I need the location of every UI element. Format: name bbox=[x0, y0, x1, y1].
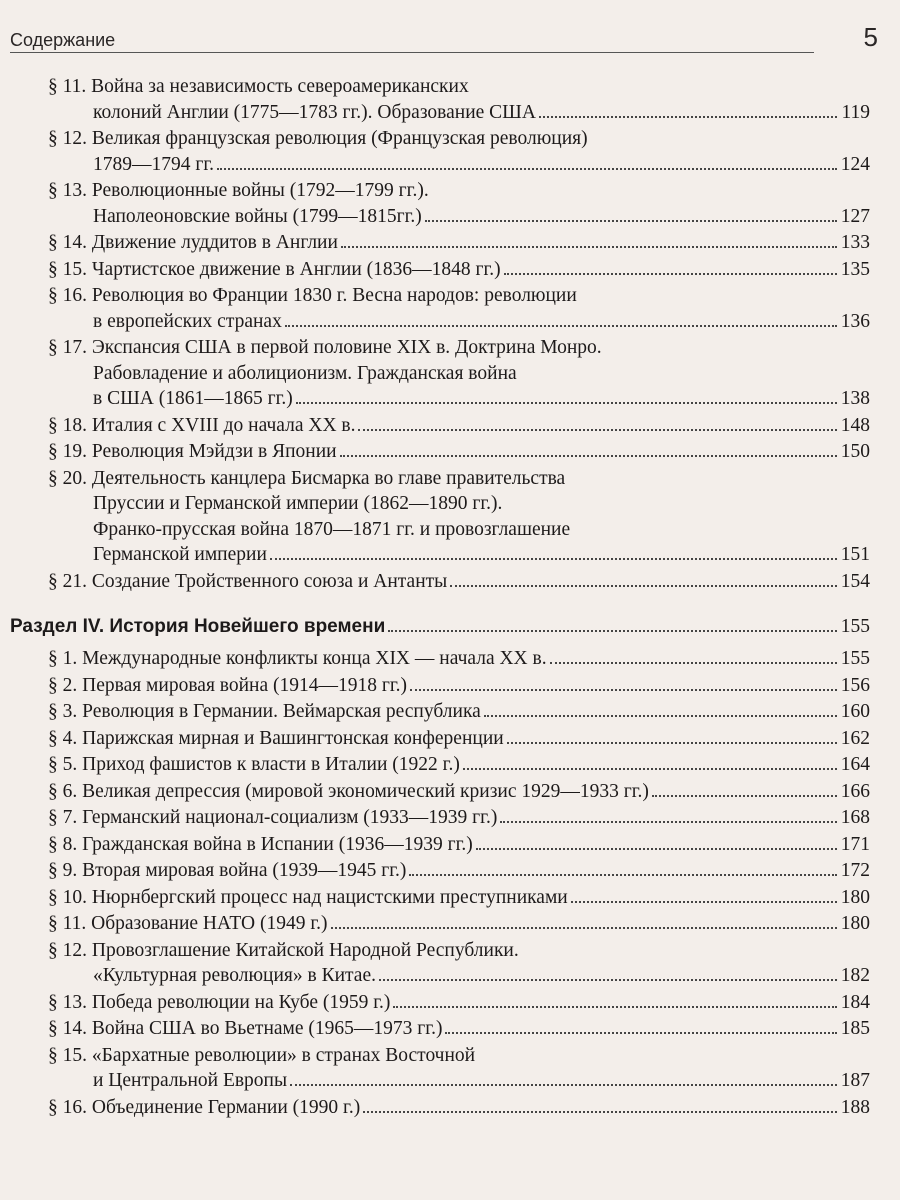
toc-entry-page: 127 bbox=[840, 205, 870, 227]
table-of-contents bbox=[10, 74, 870, 1121]
dot-leader bbox=[571, 901, 837, 903]
toc-entry-page: 151 bbox=[840, 544, 870, 565]
dot-leader bbox=[500, 821, 837, 823]
toc-entry-text: § 6. Великая депрессия (мировой экономический кризис 1929—1933 гг.) bbox=[48, 780, 649, 802]
toc-entry-page: 154 bbox=[840, 570, 870, 592]
toc-entry-line bbox=[48, 938, 870, 964]
toc-entry[interactable] bbox=[48, 885, 870, 911]
toc-entry-page: 138 bbox=[840, 388, 870, 409]
toc-entry-line bbox=[48, 386, 870, 412]
toc-entry-page: 156 bbox=[840, 674, 870, 696]
toc-entry-line bbox=[48, 673, 870, 699]
toc-entry-page: 160 bbox=[840, 701, 870, 722]
toc-entry[interactable] bbox=[48, 1016, 870, 1042]
toc-entry[interactable] bbox=[48, 699, 870, 725]
toc-entry[interactable] bbox=[48, 726, 870, 752]
toc-entry-text: Рабовладение и аболиционизм. Гражданская война bbox=[93, 362, 517, 384]
dot-leader bbox=[445, 1032, 837, 1034]
toc-entry-text: Германской империи bbox=[93, 544, 267, 565]
toc-entry[interactable] bbox=[48, 1043, 870, 1094]
toc-entry[interactable] bbox=[48, 126, 870, 177]
dot-leader bbox=[550, 662, 837, 664]
toc-entry-text: § 15. Чартистское движение в Англии (1836—1848 гг.) bbox=[48, 258, 501, 280]
dot-leader bbox=[331, 927, 837, 929]
toc-entry-line bbox=[48, 805, 870, 831]
toc-entry[interactable] bbox=[48, 178, 870, 229]
toc-entry-page: 155 bbox=[840, 648, 870, 669]
toc-list-part-b bbox=[48, 646, 870, 1120]
toc-list-part-a bbox=[48, 74, 870, 594]
toc-entry-line bbox=[48, 491, 870, 517]
toc-entry-text: в европейских странах bbox=[93, 310, 282, 332]
dot-leader bbox=[476, 848, 837, 850]
section-page: 155 bbox=[840, 616, 870, 637]
toc-entry-page: 162 bbox=[840, 727, 870, 749]
dot-leader bbox=[290, 1084, 837, 1086]
toc-entry[interactable] bbox=[48, 990, 870, 1016]
toc-entry-text: § 18. Италия с XVIII до начала XX в. bbox=[48, 414, 356, 436]
toc-entry-text: «Культурная революция» в Китае. bbox=[93, 965, 376, 986]
toc-entry-text: § 10. Нюрнбергский процесс над нацистскими преступниками bbox=[48, 886, 568, 908]
toc-entry-line bbox=[48, 990, 870, 1016]
toc-entry-text: § 1. Международные конфликты конца XIX — начала XX в. bbox=[48, 648, 547, 669]
toc-entry-line bbox=[48, 699, 870, 725]
dot-leader bbox=[410, 689, 837, 691]
dot-leader bbox=[425, 220, 837, 222]
toc-entry-page: 187 bbox=[840, 1070, 870, 1091]
toc-entry-page: 188 bbox=[840, 1096, 870, 1118]
toc-entry-text: § 13. Победа революции на Кубе (1959 г.) bbox=[48, 991, 391, 1013]
toc-entry[interactable] bbox=[48, 646, 870, 672]
toc-entry[interactable] bbox=[48, 832, 870, 858]
toc-entry-text: в США (1861—1865 гг.) bbox=[93, 388, 293, 409]
toc-entry-page: 182 bbox=[840, 965, 870, 986]
toc-entry-text: 1789—1794 гг. bbox=[93, 153, 215, 175]
toc-entry-line bbox=[48, 126, 870, 152]
dot-leader bbox=[652, 795, 837, 797]
dot-leader bbox=[507, 742, 837, 744]
toc-entry-text: § 12. Великая французская революция (Французская революция) bbox=[48, 128, 588, 149]
toc-entry-line bbox=[48, 779, 870, 805]
toc-entry-line bbox=[48, 569, 870, 595]
header-title: Содержание bbox=[10, 30, 116, 50]
toc-entry-text: § 21. Создание Тройственного союза и Антанты bbox=[48, 570, 448, 592]
toc-entry-line bbox=[48, 752, 870, 778]
toc-entry-text: § 14. Война США во Вьетнаме (1965—1973 гг.) bbox=[48, 1018, 443, 1039]
toc-entry-text: колоний Англии (1775—1783 гг.). Образование США bbox=[93, 101, 536, 123]
dot-leader bbox=[285, 325, 837, 327]
toc-entry-line bbox=[48, 1016, 870, 1042]
toc-entry-text: § 7. Германский национал-социализм (1933—1939 гг.) bbox=[48, 807, 498, 828]
dot-leader bbox=[504, 273, 837, 275]
toc-entry-text: § 14. Движение луддитов в Англии bbox=[48, 232, 338, 253]
toc-entry-line bbox=[48, 726, 870, 752]
dot-leader bbox=[388, 630, 837, 632]
toc-entry-page: 166 bbox=[840, 780, 870, 802]
toc-entry-line bbox=[48, 885, 870, 911]
toc-entry-line bbox=[48, 361, 870, 387]
toc-entry[interactable] bbox=[48, 858, 870, 884]
toc-entry-line bbox=[48, 542, 870, 568]
toc-entry-page: 180 bbox=[840, 886, 870, 908]
toc-entry-text: § 4. Парижская мирная и Вашингтонская конференции bbox=[48, 727, 504, 749]
toc-entry-line bbox=[48, 517, 870, 543]
toc-entry[interactable] bbox=[48, 257, 870, 283]
toc-entry-page: 180 bbox=[840, 913, 870, 934]
toc-entry-line bbox=[48, 283, 870, 309]
toc-entry-line bbox=[48, 152, 870, 178]
toc-entry[interactable] bbox=[48, 413, 870, 439]
toc-entry-text: § 16. Объединение Германии (1990 г.) bbox=[48, 1096, 361, 1118]
toc-entry-text: § 11. Образование НАТО (1949 г.) bbox=[48, 913, 328, 934]
toc-entry-line bbox=[48, 1068, 870, 1094]
toc-entry-line bbox=[48, 858, 870, 884]
toc-entry[interactable] bbox=[48, 673, 870, 699]
toc-entry[interactable] bbox=[48, 938, 870, 989]
toc-entry-text: Франко-прусская война 1870—1871 гг. и провозглашение bbox=[93, 518, 571, 540]
toc-entry-line bbox=[48, 466, 870, 492]
toc-entry-text: § 16. Революция во Франции 1830 г. Весна народов: революции bbox=[48, 285, 577, 306]
toc-entry-page: 171 bbox=[840, 833, 870, 855]
toc-entry-line bbox=[48, 178, 870, 204]
toc-entry-line bbox=[48, 74, 870, 100]
toc-entry-line bbox=[48, 204, 870, 230]
toc-entry-text: § 3. Революция в Германии. Веймарская республика bbox=[48, 701, 481, 722]
toc-entry-line bbox=[48, 646, 870, 672]
running-header bbox=[10, 22, 878, 54]
dot-leader bbox=[539, 116, 837, 118]
section-heading[interactable] bbox=[10, 616, 870, 638]
dot-leader bbox=[463, 768, 837, 770]
toc-entry-page: 172 bbox=[840, 860, 870, 881]
toc-entry-page: 164 bbox=[840, 754, 870, 775]
toc-entry-text: § 8. Гражданская война в Испании (1936—1939 гг.) bbox=[48, 833, 473, 855]
toc-entry[interactable] bbox=[48, 752, 870, 778]
toc-entry-line bbox=[48, 335, 870, 361]
toc-entry-line bbox=[48, 1043, 870, 1069]
dot-leader bbox=[296, 402, 837, 404]
toc-entry-text: § 5. Приход фашистов к власти в Италии (1922 г.) bbox=[48, 754, 460, 775]
toc-entry-line bbox=[48, 911, 870, 937]
dot-leader bbox=[358, 429, 837, 431]
toc-entry-text: § 13. Революционные войны (1792—1799 гг.). bbox=[48, 180, 429, 201]
dot-leader bbox=[340, 455, 837, 457]
toc-entry-page: 148 bbox=[840, 414, 870, 436]
toc-entry[interactable] bbox=[48, 230, 870, 256]
toc-entry-line bbox=[48, 832, 870, 858]
toc-entry-text: Пруссии и Германской империи (1862—1890 гг.). bbox=[93, 493, 503, 514]
toc-entry-text: § 20. Деятельность канцлера Бисмарка во главе правительства bbox=[48, 467, 566, 489]
toc-entry[interactable] bbox=[48, 74, 870, 125]
toc-entry-line bbox=[48, 963, 870, 989]
toc-entry-page: 119 bbox=[841, 101, 870, 123]
toc-entry-line bbox=[48, 100, 870, 126]
toc-entry-text: и Центральной Европы bbox=[93, 1070, 288, 1091]
toc-entry[interactable] bbox=[48, 805, 870, 831]
dot-leader bbox=[379, 979, 837, 981]
dot-leader bbox=[484, 715, 837, 717]
dot-leader bbox=[450, 585, 837, 587]
dot-leader bbox=[393, 1006, 837, 1008]
toc-entry-page: 135 bbox=[840, 258, 870, 280]
toc-entry-line bbox=[48, 439, 870, 465]
toc-entry-page: 136 bbox=[840, 310, 870, 332]
dot-leader bbox=[409, 874, 837, 876]
toc-entry[interactable] bbox=[48, 283, 870, 334]
dot-leader bbox=[341, 246, 837, 248]
toc-entry-line bbox=[48, 1095, 870, 1121]
toc-entry-line bbox=[48, 257, 870, 283]
page-number: 5 bbox=[863, 22, 878, 52]
toc-entry-line bbox=[48, 309, 870, 335]
toc-entry-page: 168 bbox=[840, 807, 870, 828]
toc-entry-page: 150 bbox=[840, 441, 870, 462]
toc-entry-page: 133 bbox=[840, 232, 870, 253]
toc-entry-page: 184 bbox=[840, 991, 870, 1013]
toc-entry[interactable] bbox=[48, 569, 870, 595]
dot-leader bbox=[363, 1111, 837, 1113]
toc-entry-text: Наполеоновские войны (1799—1815гг.) bbox=[93, 205, 422, 227]
toc-entry-text: § 9. Вторая мировая война (1939—1945 гг.) bbox=[48, 860, 407, 881]
toc-entry-text: § 17. Экспансия США в первой половине XIX в. Доктрина Монро. bbox=[48, 337, 602, 358]
toc-entry-text: § 15. «Бархатные революции» в странах Восточной bbox=[48, 1044, 476, 1066]
toc-entry-page: 124 bbox=[840, 153, 870, 175]
toc-entry-page: 185 bbox=[840, 1018, 870, 1039]
dot-leader bbox=[217, 168, 837, 170]
toc-entry[interactable] bbox=[48, 439, 870, 465]
toc-entry-text: § 12. Провозглашение Китайской Народной Республики. bbox=[48, 939, 519, 961]
toc-entry-text: § 19. Революция Мэйдзи в Японии bbox=[48, 441, 337, 462]
toc-entry[interactable] bbox=[48, 466, 870, 568]
section-title: Раздел IV. История Новейшего времени bbox=[10, 616, 386, 637]
toc-entry-text: § 11. Война за независимость североамериканских bbox=[48, 76, 469, 97]
toc-entry[interactable] bbox=[48, 1095, 870, 1121]
dot-leader bbox=[270, 558, 837, 560]
toc-entry[interactable] bbox=[48, 335, 870, 412]
toc-entry[interactable] bbox=[48, 911, 870, 937]
toc-entry-line bbox=[48, 230, 870, 256]
toc-entry-text: § 2. Первая мировая война (1914—1918 гг.) bbox=[48, 674, 408, 696]
toc-entry-line bbox=[48, 413, 870, 439]
header-rule bbox=[10, 52, 814, 53]
toc-entry[interactable] bbox=[48, 779, 870, 805]
